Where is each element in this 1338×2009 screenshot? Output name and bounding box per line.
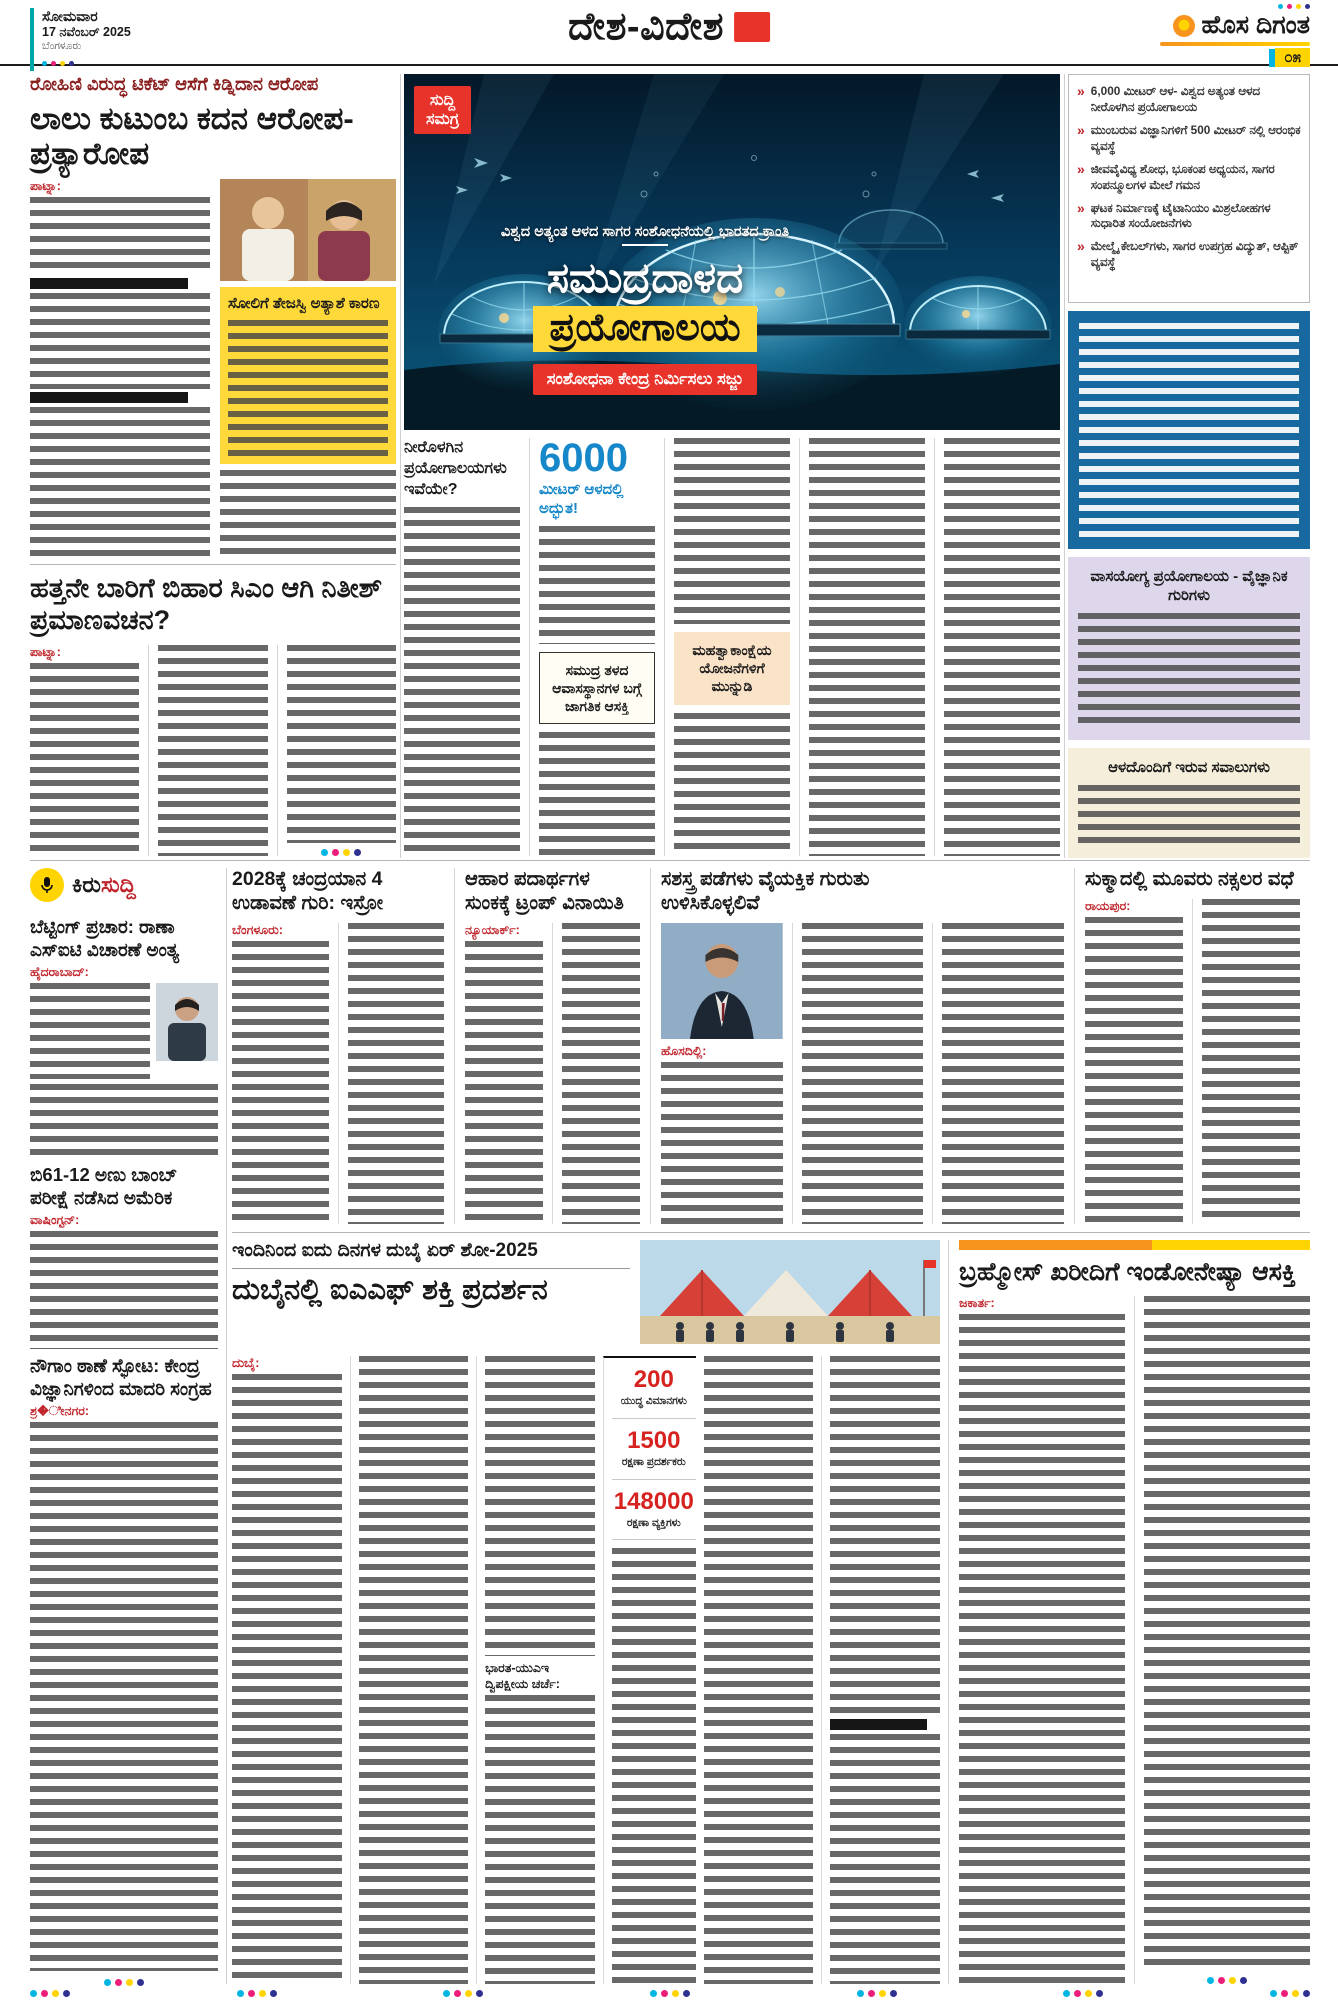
article-body	[30, 645, 396, 856]
dateline: ವಾಷಿಂಗ್ಟನ್:	[30, 1213, 80, 1228]
depth-headline: ಮೀಟರ್ ಆಳದಲ್ಲಿ ಅದ್ಭುತ!	[539, 481, 624, 517]
body-column	[232, 923, 329, 1224]
end-of-story-dots	[104, 1979, 144, 1986]
section-title: ದೇಶ-ವಿದೇಶ	[568, 6, 724, 48]
page-number: ೦೫	[1275, 48, 1310, 67]
column-rule	[226, 868, 227, 1984]
chevrons-icon: »	[1077, 121, 1085, 138]
body-column	[476, 1356, 595, 1984]
section-rule	[30, 860, 1310, 861]
stat-label: ರಕ್ಷಣಾ ಪ್ರದರ್ಶಕರು	[621, 1456, 686, 1469]
dateline: ಪಾಟ್ನಾ:	[30, 644, 61, 659]
key-point-text: 6,000 ಮೀಟರ್ ಆಳ- ವಿಶ್ವದ ಅತ್ಯಂತ ಆಳದ ನೀರೊಳಗಿನ ಪ್ರಯೋಗಾಲಯ	[1090, 84, 1261, 114]
footer-registration-dots	[30, 1990, 1310, 1997]
article-headline: ಲಾಲು ಕುಟುಂಬ ಕದನ ಆರೋಪ-ಪ್ರತ್ಯಾರೋಪ	[30, 100, 354, 171]
body-text	[539, 732, 655, 856]
article-headline: ಬ್ರಹ್ಮೋಸ್ ಖರೀದಿಗೆ ಇಂಡೋನೇಷ್ಯಾ ಆಸಕ್ತಿ	[959, 1258, 1296, 1286]
context-box-blue	[1068, 311, 1310, 548]
dateline: ಜಕಾರ್ತ:	[959, 1295, 995, 1310]
body-column	[1192, 899, 1300, 1224]
strap-divider	[622, 244, 668, 246]
body-text	[1078, 613, 1300, 731]
feature-image	[404, 74, 1060, 430]
badge-line1: ಸುದ್ದಿ	[429, 92, 456, 109]
body-column	[277, 645, 396, 856]
date-block	[30, 8, 131, 71]
body-column	[704, 1356, 814, 1984]
bold-lead-in	[30, 278, 188, 289]
chevrons-icon: »	[1077, 238, 1085, 255]
feature-text-band	[404, 438, 1060, 856]
body-column	[792, 923, 924, 1224]
short-news-column	[30, 868, 218, 1986]
short-news-title	[72, 872, 136, 898]
key-point-text: ಮುಂಬರುವ ವಿಜ್ಞಾನಿಗಳಿಗೆ 500 ಮೀಟರ್ ನಲ್ಲಿ ಆರಂಭಿಕ ವ್ಯವಸ್ಥೆ	[1090, 122, 1301, 153]
stat-label: ರಕ್ಷಣಾ ವ್ಯಕ್ತಿಗಳು	[626, 1516, 681, 1529]
body-column	[1085, 899, 1183, 1224]
body-text	[1079, 323, 1299, 536]
registration-dots	[1270, 1990, 1310, 1997]
bottom-articles-band	[232, 1240, 1310, 1984]
stat-value: 1500	[627, 1426, 681, 1454]
body-column	[30, 179, 210, 556]
body-text	[348, 923, 445, 1224]
body-text	[674, 713, 790, 856]
mic-icon	[38, 876, 56, 894]
section-accent-box	[734, 12, 770, 42]
feature-headline-line1: ಸಮುದ್ರದಾಳದ	[546, 254, 744, 301]
feature-column-4	[799, 438, 925, 856]
chevrons-icon: »	[1077, 199, 1085, 216]
box-title: ವಾಸಯೋಗ್ಯ ಪ್ರಯೋಗಾಲಯ - ವೈಜ್ಞಾನಿಕ ಗುರಿಗಳು	[1090, 567, 1288, 605]
article-body	[1085, 899, 1300, 1224]
body-text	[30, 407, 210, 556]
body-text	[562, 923, 640, 1224]
body-text	[30, 293, 210, 389]
stat-value: 200	[633, 1366, 674, 1393]
body-text	[359, 1356, 469, 1984]
body-text	[485, 1695, 595, 1984]
body-text	[674, 438, 790, 624]
body-text	[220, 470, 396, 556]
feature-subhead: ಸಂಶೋಧನಾ ಕೇಂದ್ರ ನಿರ್ಮಿಸಲು ಸಜ್ಜು	[533, 364, 757, 395]
feature-right-rail	[1068, 74, 1310, 858]
key-point	[1077, 84, 1301, 116]
dateline: ಶ್ರ�ೀನಗರ:	[30, 1404, 89, 1419]
body-text	[612, 1548, 696, 1984]
article-headline: ಆಹಾರ ಪದಾರ್ಥಗಳ ಸುಂಕಕ್ಕೆ ಟ್ರಂಪ್ ವಿನಾಯಿತಿ	[465, 868, 624, 914]
key-point	[1077, 123, 1301, 155]
short-news-headline: ನೌಗಾಂ ಠಾಣೆ ಸ್ಫೋಟ: ಕೇಂದ್ರ ವಿಜ್ಞಾನಿಗಳಿಂದ ಮಾದರಿ ಸಂಗ್ರಹ	[30, 1355, 212, 1399]
article-brahmos-indonesia	[948, 1240, 1310, 1984]
date-label: 17 ನವೆಂಬರ್ 2025	[42, 25, 131, 39]
body-text	[485, 1356, 595, 1656]
dubai-body	[232, 1356, 940, 1984]
registration-dots	[650, 1990, 690, 1997]
body-column	[1134, 1296, 1310, 1985]
body-column	[30, 645, 139, 856]
body-text	[1085, 917, 1183, 1224]
body-column	[350, 1356, 469, 1984]
body-column	[821, 1356, 940, 1984]
accent-stripe	[959, 1240, 1310, 1250]
rana-photo	[156, 983, 218, 1061]
badge-line2: ಸಮಗ್ರ	[426, 111, 460, 129]
body-column	[932, 923, 1064, 1224]
city-label: ಬೆಂಗಳೂರು	[42, 40, 82, 52]
body-column	[552, 923, 640, 1224]
body-text	[661, 1062, 783, 1224]
registration-dots	[857, 1990, 897, 1997]
bold-lead-in	[30, 392, 188, 403]
lalu-rohini-photo	[220, 179, 396, 281]
depth-number: 6000	[539, 436, 628, 480]
masthead-swoosh	[1160, 42, 1310, 46]
airshow-photo	[640, 1240, 940, 1344]
short-news-title-part1: ಕಿರು	[72, 872, 101, 897]
body-text	[802, 923, 924, 1224]
body-column	[959, 1296, 1125, 1985]
feature-column-5	[934, 438, 1060, 856]
body-text	[465, 941, 543, 1224]
end-of-story-dots	[321, 849, 361, 856]
article-body	[465, 923, 640, 1224]
dateline: ದುಬೈ:	[232, 1356, 260, 1370]
sun-logo-icon	[1173, 15, 1195, 37]
dateline: ಹೈದರಾಬಾದ್:	[30, 965, 89, 980]
registration-dots	[443, 1990, 483, 1997]
body-text	[404, 507, 520, 856]
body-text	[944, 438, 1060, 856]
key-points-box	[1068, 74, 1310, 303]
feature-undersea-lab	[404, 74, 1060, 856]
article-armed-forces	[650, 868, 1074, 1224]
science-goals-box	[1068, 557, 1310, 741]
column-rule	[400, 74, 401, 858]
article-headline: ಸುಕ್ಮಾದಲ್ಲಿ ಮೂವರು ನಕ್ಸಲರ ವಧೆ	[1085, 868, 1294, 890]
stat-aircraft	[612, 1358, 696, 1419]
dateline: ಪಾಟ್ನಾ:	[30, 179, 61, 194]
article-body	[232, 923, 444, 1224]
body-text	[830, 1734, 940, 1984]
day-label: ಸೋಮವಾರ	[42, 8, 98, 24]
highlight-box	[220, 287, 396, 464]
key-point	[1077, 162, 1301, 194]
body-text	[30, 1084, 218, 1158]
body-text	[30, 197, 210, 275]
section-title-block	[568, 8, 770, 46]
boxed-subhead-projects: ಮಹತ್ವಾಕಾಂಕ್ಷೆಯ ಯೋಜನೆಗಳಿಗೆ ಮುನ್ನುಡಿ	[674, 632, 790, 705]
body-column	[232, 1356, 342, 1984]
article-body	[30, 179, 396, 556]
article-chandrayaan	[232, 868, 454, 1224]
registration-dots	[237, 1990, 277, 1997]
short-news-title-part2: ಸುದ್ದಿ	[100, 872, 136, 897]
short-news-headline: ಬಿ61-12 ಅಣು ಬಾಂಬ್ ಪರೀಕ್ಷೆ ನಡೆಸಿದ ಅಮೆರಿಕ	[30, 1164, 178, 1208]
body-text	[30, 1422, 218, 1971]
body-text	[1144, 1296, 1310, 1970]
body-column	[338, 923, 445, 1224]
dubai-headline-block	[232, 1240, 630, 1346]
body-text	[232, 1374, 342, 1984]
short-news-header	[30, 868, 218, 902]
box-title: ಆಳದೊಂದಿಗೆ ಇರುವ ಸವಾಲುಗಳು	[1108, 759, 1270, 777]
sub-article-head: ನೀರೊಳಗಿನ ಪ್ರಯೋಗಾಲಯಗಳು ಇವೆಯೇ?	[404, 439, 507, 498]
article-headline: ಹತ್ತನೇ ಬಾರಿಗೆ ಬಿಹಾರ ಸಿಎಂ ಆಗಿ ನಿತೀಶ್ ಪ್ರಮಾಣವಚನ?	[30, 573, 383, 635]
registration-dots	[1063, 1990, 1103, 1997]
registration-dots	[42, 61, 74, 66]
chevrons-icon: »	[1077, 160, 1085, 177]
boxed-subhead-habitats: ಸಮುದ್ರ ತಳದ ಆವಾಸಸ್ಥಾನಗಳ ಬಗ್ಗೆ ಜಾಗತಿಕ ಆಸಕ್ತಿ	[539, 652, 655, 725]
article-trump-tariff	[454, 868, 650, 1224]
masthead-row	[1173, 11, 1311, 40]
official-portrait-photo	[661, 923, 783, 1039]
stat-personnel	[612, 1480, 696, 1541]
challenges-box	[1068, 748, 1310, 858]
key-point	[1077, 239, 1301, 271]
article-headline: ಸಶಸ್ತ್ರ ಪಡೆಗಳು ವೈಯಕ್ತಿಕ ಗುರುತು ಉಳಿಸಿಕೊಳ್ಳಲಿವೆ	[661, 868, 870, 914]
body-text	[959, 1314, 1125, 1985]
article-body	[959, 1296, 1310, 1985]
body-text	[1078, 785, 1300, 848]
dateline: ಬೆಂಗಳೂರು:	[232, 922, 283, 937]
airshow-stats	[603, 1356, 696, 1984]
masthead-title: ಹೊಸ ದಿಗಂತ	[1201, 11, 1310, 39]
key-point-text: ಜೀವವೈವಿಧ್ಯ ಶೋಧ, ಭೂಕಂಪ ಅಧ್ಯಯನ, ಸಾಗರ ಸಂಪನ್ಮೂಲಗಳ ಮೇಲೆ ಗಮನ	[1090, 161, 1275, 192]
article-sukma-naxals	[1074, 868, 1310, 1224]
body-text	[228, 320, 388, 456]
chevrons-icon: »	[1077, 83, 1085, 99]
feature-headline-line2: ಪ್ರಯೋಗಾಲಯ	[533, 306, 756, 352]
key-point	[1077, 201, 1301, 233]
dateline: ನ್ಯೂಯಾರ್ಕ್:	[465, 922, 520, 937]
bold-sub-head: ಭಾರತ-ಯುಎಇ ದ್ವಿಪಕ್ಷೀಯ ಚರ್ಚೆ:	[485, 1661, 560, 1691]
body-column	[661, 923, 783, 1224]
body-text	[942, 923, 1064, 1224]
registration-dots	[30, 1990, 70, 1997]
body-text	[232, 941, 329, 1224]
key-point-text: ಘಟಕ ನಿರ್ಮಾಣಕ್ಕೆ ಟೈಟಾನಿಯಂ ಮಿಶ್ರಲೋಹಗಳ ಸುಧಾರಿತ ಸಂಯೋಜನೆಗಳು	[1090, 200, 1271, 231]
body-text	[30, 1231, 218, 1349]
body-text	[1202, 899, 1300, 1224]
end-of-story-dots	[1207, 1977, 1247, 1984]
stat-exhibitors	[612, 1419, 696, 1480]
body-column	[148, 645, 267, 856]
article-lalu-family	[30, 74, 396, 556]
body-text	[287, 645, 396, 843]
middle-articles-band	[232, 868, 1310, 1224]
feature-column-1	[404, 438, 520, 856]
page-number-chip	[1269, 48, 1310, 67]
feature-strap: ವಿಶ್ವದ ಅತ್ಯಂತ ಆಳದ ಸಾಗರ ಸಂಶೋಧನೆಯಲ್ಲಿ ಭಾರತದ ಕ್ರಾಂತಿ	[500, 224, 790, 240]
section-rule	[232, 1232, 1310, 1233]
highlight-box-title: ಸೋಲಿಗೆ ತೇಜಸ್ವಿ ಅತ್ಯಾಶೆ ಕಾರಣ	[228, 295, 380, 313]
body-column	[465, 923, 543, 1224]
body-text	[704, 1356, 814, 1984]
body-text	[809, 438, 925, 856]
body-text	[830, 1356, 940, 1716]
feature-column-3	[664, 438, 790, 856]
body-text	[539, 526, 655, 644]
dateline: ಹೊಸದಿಲ್ಲಿ:	[661, 1043, 707, 1058]
news-digest-badge	[414, 86, 471, 134]
registration-dots	[1278, 4, 1310, 9]
short-news-body	[30, 983, 218, 1079]
page-header	[0, 0, 1338, 66]
bold-lead-in	[830, 1719, 926, 1730]
body-text	[158, 645, 267, 856]
column-rule	[1064, 74, 1065, 858]
body-text	[30, 663, 139, 856]
stat-value: 148000	[613, 1487, 694, 1515]
article-kicker: ರೋಹಿಣಿ ವಿರುದ್ಧ ಟಿಕೆಟ್ ಆಸೆಗೆ ಕಿಡ್ನಿದಾನ ಆರೋಪ	[30, 74, 319, 94]
body-text	[30, 983, 150, 1079]
short-news-headline: ಬೆಟ್ಟಿಂಗ್ ಪ್ರಚಾರ: ರಾಣಾ ಎಸ್‌ಐಟಿ ವಿಚಾರಣೆ ಅಂತ್ಯ	[30, 916, 180, 960]
dubai-header	[232, 1240, 940, 1346]
article-headline: 2028ಕ್ಕೆ ಚಂದ್ರಯಾನ 4 ಉಡಾವಣೆ ಗುರಿ: ಇಸ್ರೋ	[232, 868, 384, 914]
article-headline: ದುಬೈನಲ್ಲಿ ಐಎಎಫ್ ಶಕ್ತಿ ಪ್ರದರ್ಶನ	[232, 1273, 548, 1306]
article-dubai-airshow	[232, 1240, 940, 1984]
article-kicker: ಇಂದಿನಿಂದ ಐದು ದಿನಗಳ ದುಬೈ ಏರ್ ಶೋ-2025	[232, 1240, 630, 1269]
masthead-block	[1160, 4, 1310, 67]
key-point-text: ಮೇಲ್ಮೈ ಕೇಬಲ್‌ಗಳು, ಸಾಗರ ಉಪಗ್ರಹ ವಿದ್ಯುತ್, ಆಪ್ಟಿಕ್ ವ್ಯವಸ್ಥೆ	[1090, 239, 1299, 270]
dateline: ರಾಯಪುರ:	[1085, 898, 1131, 913]
kiru-suddi-icon	[30, 868, 64, 902]
stat-label: ಯುದ್ಧ ವಿಮಾನಗಳು	[620, 1395, 687, 1408]
feature-column-2	[529, 438, 655, 856]
body-column	[220, 179, 396, 556]
article-body	[661, 923, 1064, 1224]
article-nitish-oath	[30, 564, 396, 856]
feature-headline-block	[430, 224, 860, 395]
